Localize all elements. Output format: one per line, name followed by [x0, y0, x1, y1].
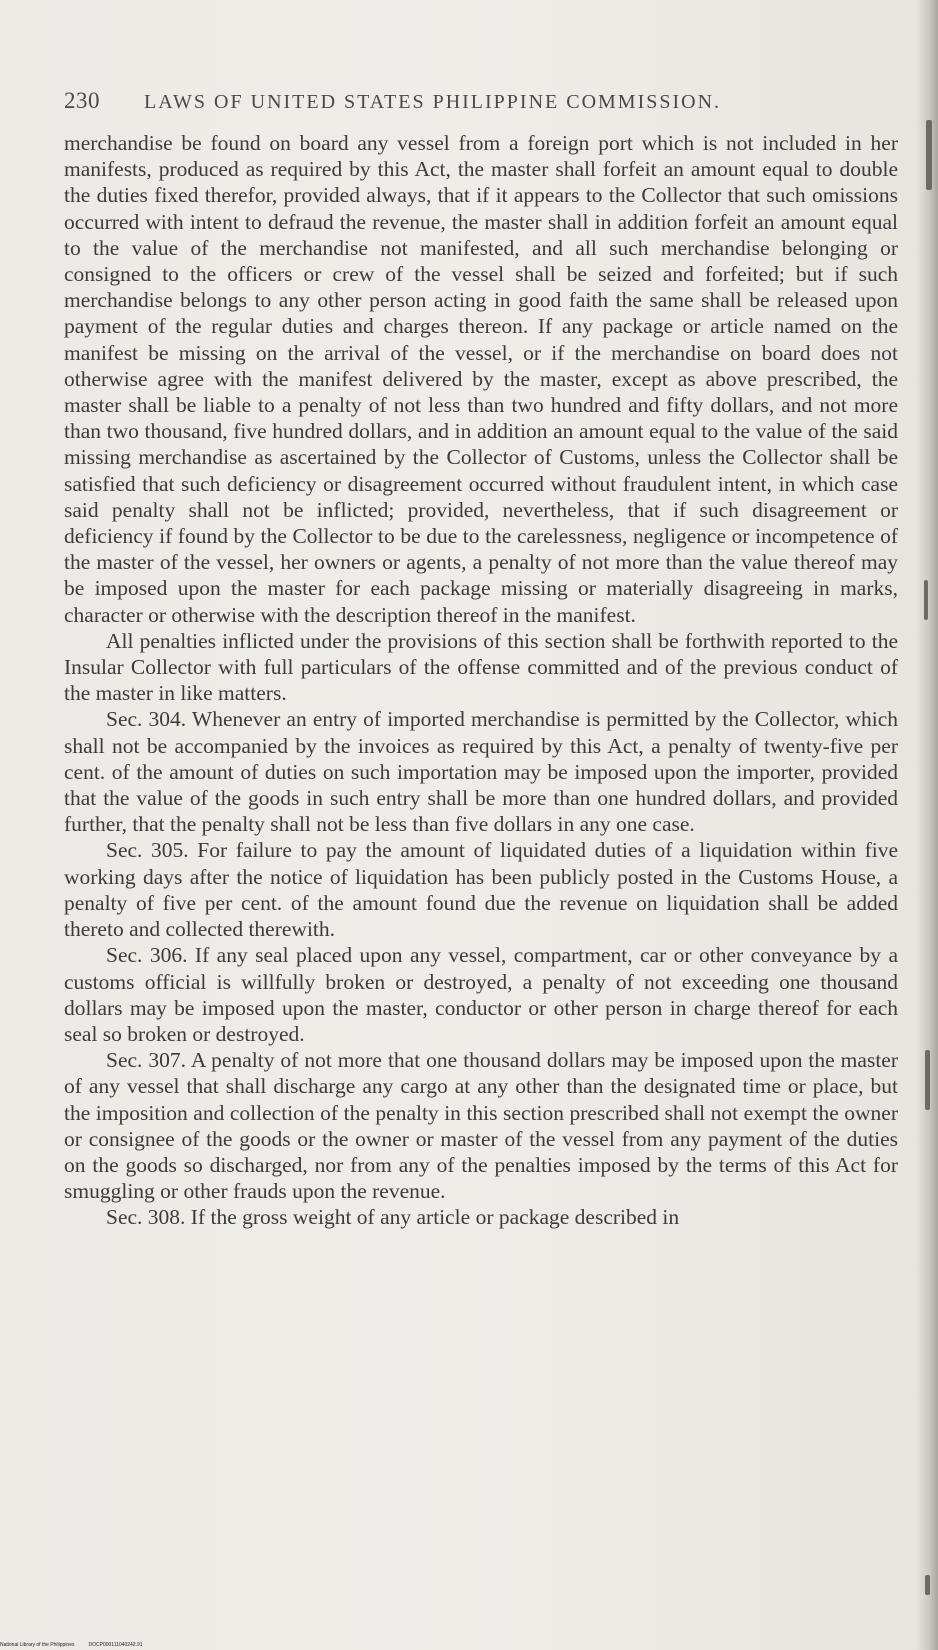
running-header: [64, 88, 864, 118]
paragraph-continued: merchandise be found on board any vessel from a foreign port which is not included in her manifests, produced as required by this Act, the master shall forfeit an amount equal to double the duties fixed therefor, provided always, that if it appears to the Collector that such omissions occurred with intent to defraud the revenue, the master shall in addition forfeit an amount equal to the value of the merchandise not manifested, and all such merchandise belonging or consigned to the officers or crew of the vessel shall be seized and forfeited; but if such merchandise belongs to any other person acting in good faith the same shall be released upon payment of the regular duties and charges thereon. If any package or article named on the manifest be missing on the arrival of the vessel, or if the merchandise on board does not otherwise agree with the manifest delivered by the master, except as above prescribed, the master shall be liable to a penalty of not less than two hundred and fifty dollars, and not more than two thousand, five hundred dollars, and in addition an amount equal to the value of the said missing merchandise as ascertained by the Collector of Customs, unless the Collector shall be satisfied that such deficiency or disagreement occurred without fraudulent intent, in which case said penalty shall not be inflicted; provided, nevertheless, that if such disagreement or deficiency if found by the Collector to be due to the carelessness, negligence or incompetence of the master of the vessel, her owners or agents, a penalty of not more than the value thereof may be imposed upon the master for each package missing or materially disagreeing in marks, character or otherwise with the description thereof in the manifest.: [64, 131, 898, 627]
paragraph-sec-305: Sec. 305. For failure to pay the amount of liquidated duties of a liquidation within five working days after the notice of liquidation has been publicly posted in the Customs House, a penalty of five per cent. of the amount found due the revenue on liquidation shall be added thereto and collected therewith.: [64, 838, 898, 942]
paragraph-sec-307: Sec. 307. A penalty of not more that one thousand dollars may be imposed upon the master of any vessel that shall discharge any cargo at any other than the designated time or place, but the imposition and collection of the penalty in this section prescribed shall not exempt the owner or consignee of the goods or the owner or master of the vessel from any payment of the duties on the goods so discharged, nor from any of the penalties imposed by the terms of this Act for smuggling or other frauds upon the revenue.: [64, 1048, 898, 1204]
footer-identifier: DOCP000111040242.91: [88, 1642, 143, 1648]
page-number: 230: [64, 88, 100, 113]
running-title: LAWS OF UNITED STATES PHILIPPINE COMMISSION.: [144, 91, 722, 113]
edge-mark: [926, 120, 932, 190]
binding-edge-shadow: [916, 0, 938, 1650]
edge-mark: [924, 580, 928, 620]
body-text: [64, 130, 898, 1231]
scan-footer: [0, 1641, 143, 1650]
paragraph-penalties: All penalties inflicted under the provisions of this section shall be forthwith reported to the Insular Collector with full particulars of the offense committed and of the previous conduct of the master in like matters.: [64, 628, 898, 706]
edge-mark: [925, 1050, 930, 1110]
footer-library: National Library of the Philippines: [0, 1642, 75, 1648]
paragraph-sec-304: Sec. 304. Whenever an entry of imported merchandise is permitted by the Collector, which shall not be accompanied by the invoices as required by this Act, a penalty of twenty-five per cent. of the amount of duties on such importation may be imposed upon the importer, provided that the value of the goods in such entry shall be more than one hundred dollars, and provided further, that the penalty shall not be less than five dollars in any one case.: [64, 707, 898, 837]
edge-mark: [925, 1575, 930, 1595]
paragraph-sec-308: Sec. 308. If the gross weight of any article or package described in: [106, 1205, 680, 1230]
paragraph-sec-306: Sec. 306. If any seal placed upon any vessel, compartment, car or other conveyance by a customs official is willfully broken or destroyed, a penalty of not exceeding one thousand dollars may be imposed upon the master, conductor or other person in charge thereof for each seal so broken or destroyed.: [64, 943, 898, 1046]
